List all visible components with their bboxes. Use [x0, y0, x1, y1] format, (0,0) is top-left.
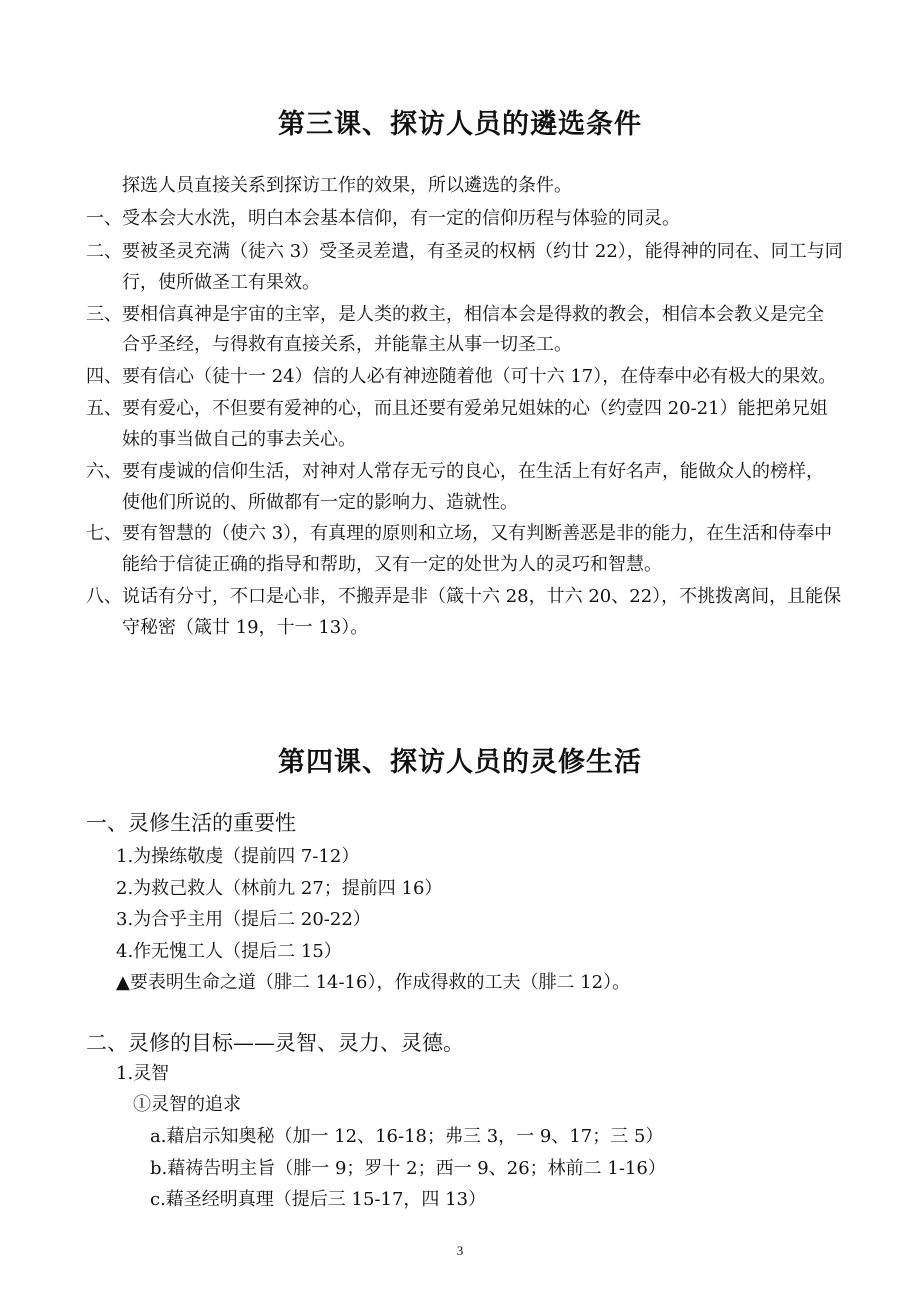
lesson3-item-5-cont: 妹的事当做自己的事去关心。	[122, 429, 356, 450]
lesson3-item-3: 三、要相信真神是宇宙的主宰，是人类的救主，相信本会是得救的教会，相信本会教义是完全	[86, 304, 824, 325]
lesson3-item-4: 四、要有信心（徒十一 24）信的人必有神迹随着他（可十六 17），在侍奉中必有极大的果效。	[86, 366, 837, 387]
lesson3-title: 第三课、探访人员的遴选条件	[278, 109, 642, 140]
section1-note: ▲要表明生命之道（腓二 14-16），作成得救的工夫（腓二 12）。	[116, 972, 631, 993]
lesson3-item-7: 七、要有智慧的（使六 3），有真理的原则和立场，又有判断善恶是非的能力，在生活和侍奉中	[86, 523, 833, 544]
lesson3-item-8: 八、说话有分寸，不口是心非，不搬弄是非（箴十六 28，廿六 20、22），不挑拨离间，且能保	[86, 586, 842, 607]
page-number: 3	[456, 1243, 464, 1258]
lesson3-item-5: 五、要有爱心，不但要有爱神的心，而且还要有爱弟兄姐妹的心（约壹四 20-21）能把弟兄姐	[86, 398, 828, 419]
section1-item-3: 3.为合乎主用（提后二 20-22）	[116, 909, 371, 930]
lesson3-item-8-cont: 守秘密（箴廿 19，十一 13）。	[122, 617, 369, 638]
section1-item-4: 4.作无愧工人（提后二 15）	[116, 941, 342, 962]
lesson3-intro: 探选人员直接关系到探访工作的效果，所以遴选的条件。	[122, 175, 572, 196]
lesson3-item-6-cont: 使他们所说的、所做都有一定的影响力、造就性。	[122, 492, 518, 513]
lesson3-item-6: 六、要有虔诚的信仰生活，对神对人常存无亏的良心，在生活上有好名声，能做众人的榜样，	[86, 461, 824, 482]
lesson3-item-3-cont: 合乎圣经，与得救有直接关系，并能靠主从事一切圣工。	[122, 334, 572, 355]
section1-item-1: 1.为操练敬虔（提前四 7-12）	[116, 846, 360, 867]
section2-point-a: a.藉启示知奥秘（加一 12、16-18；弗三 3，一 9、17；三 5）	[150, 1126, 664, 1147]
section2-point-b: b.藉祷告明主旨（腓一 9；罗十 2；西一 9、26；林前二 1-16）	[150, 1158, 666, 1179]
section1-item-2: 2.为救己救人（林前九 27；提前四 16）	[116, 878, 443, 899]
lesson3-item-7-cont: 能给于信徒正确的指导和帮助，又有一定的处世为人的灵巧和智慧。	[122, 554, 662, 575]
section2-sub1-1: ①灵智的追求	[133, 1094, 241, 1115]
lesson3-item-1: 一、受本会大水洗，明白本会基本信仰，有一定的信仰历程与体验的同灵。	[86, 208, 680, 229]
section2-sub1: 1.灵智	[116, 1063, 170, 1084]
lesson3-item-2-cont: 行，使所做圣工有果效。	[122, 272, 320, 293]
section2-heading: 二、灵修的目标——灵智、灵力、灵德。	[86, 1031, 464, 1055]
lesson4-title: 第四课、探访人员的灵修生活	[278, 747, 642, 778]
lesson3-item-2: 二、要被圣灵充满（徒六 3）受圣灵差遣，有圣灵的权柄（约廿 22），能得神的同在、同工与同	[86, 241, 843, 262]
section1-heading: 一、灵修生活的重要性	[86, 811, 296, 835]
section2-point-c: c.藉圣经明真理（提后三 15-17，四 13）	[150, 1189, 487, 1210]
